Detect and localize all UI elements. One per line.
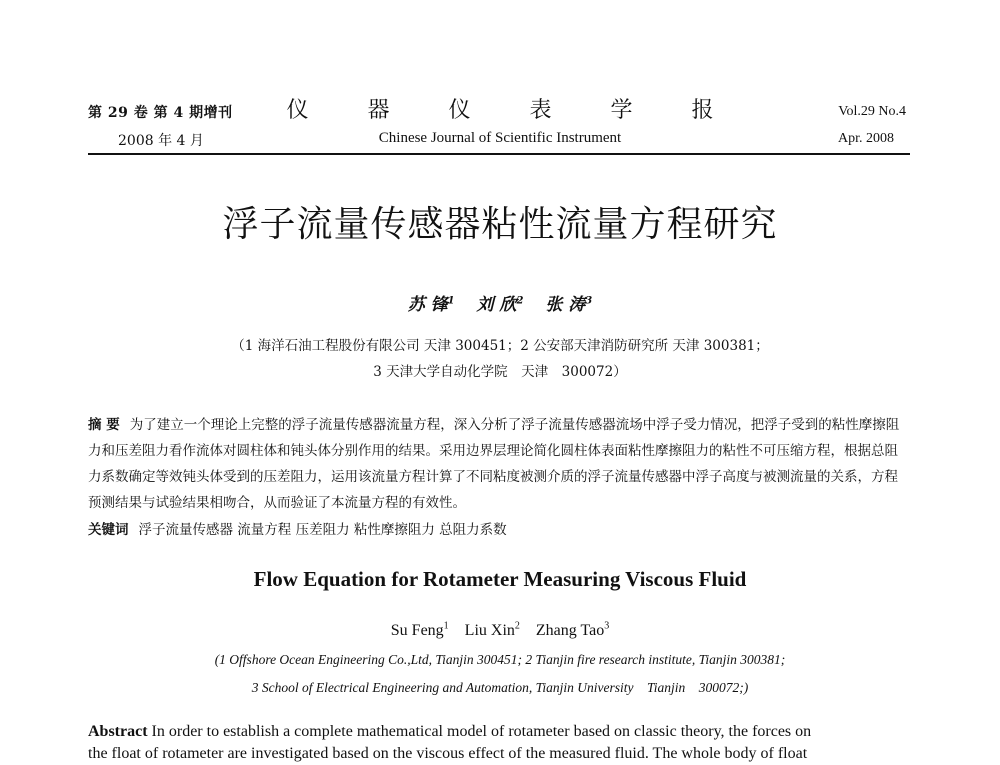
affiliation-en-line-2: 3 School of Electrical Engineering and Automation, Tianjin University Tianjin 300072;) — [251, 680, 749, 695]
issue-date-cn: 2008 年 4 月 — [118, 133, 204, 149]
abstract-cn-label: 摘 要 — [88, 417, 120, 433]
journal-name-cn: 仪 器 仪 表 学 报 — [286, 98, 740, 123]
author-en-3: Zhang Tao$^3$ — [535, 620, 610, 639]
affiliation-cn-line-1: （1 海洋石油工程股份有限公司 天津 300451；2 公安部天津消防研究所 天津 300381； — [231, 338, 769, 354]
author-cn-3: 张 涛$^3$ — [545, 295, 593, 315]
author-cn-2: 刘 欣$^2$ — [476, 295, 524, 315]
header-rule — [88, 153, 910, 155]
authors-en — [0, 622, 1000, 640]
issue-date-en: Apr. 2008 — [838, 131, 894, 146]
abstract-en-line-2: the float of rotameter are investigated based on the viscous effect of the measured fluid. The whole body of float — [88, 745, 808, 762]
author-en-1: Su Feng$^1$ — [390, 620, 449, 639]
keywords-cn-text: 浮子流量传感器 流量方程 压差阻力 粘性摩擦阻力 总阻力系数 — [138, 522, 507, 538]
authors-cn — [0, 290, 1000, 315]
abstract-en-label: Abstract — [88, 723, 148, 740]
issue-info: 第 29 卷 第 4 期增刊 — [88, 105, 233, 121]
paper-title-en: Flow Equation for Rotameter Measuring Viscous Fluid — [253, 567, 747, 591]
affiliation-en-line-1: (1 Offshore Ocean Engineering Co.,Ltd, Tianjin 300451; 2 Tianjin fire research institute, Tianjin 300381; — [214, 652, 786, 667]
abstract-en-line-1: Abstract In order to establish a complete mathematical model of rotameter based on classic theory, the forces on — [88, 723, 812, 740]
author-en-2: Liu Xin$^2$ — [464, 620, 520, 639]
paper-title-cn: 浮子流量传感器粘性流量方程研究 — [222, 204, 778, 245]
affiliation-cn-line-2: 3 天津大学自动化学院 天津 300072） — [373, 364, 627, 380]
keywords-cn — [88, 518, 910, 538]
volume-info: Vol.29 No.4 — [838, 104, 906, 119]
keywords-cn-label: 关键词 — [88, 522, 129, 538]
journal-name-en: Chinese Journal of Scientific Instrument — [378, 130, 622, 146]
abstract-cn — [88, 412, 910, 516]
abstract-en — [88, 721, 910, 765]
abstract-cn-text: 为了建立一个理论上完整的浮子流量传感器流量方程，深入分析了浮子流量传感器流场中浮子受力情况，把浮子受到的粘性摩擦阻力和压差阻力看作流体对圆柱体和钝头体分别作用的结果。采用边界层理论简化圆柱体表面粘性摩擦阻力的粘性不可压缩方程，根据总阻力系数确定等效钝头体受到的压差阻力，运用该流量方程计算了不同粘度被测介质的浮子流量传感器中浮子高度与被测流量的关系，方程预测结果与试验结果相吻合，从而验证了本流量方程的有效性。 — [88, 417, 900, 511]
author-cn-1: 苏 锋$^1$ — [407, 295, 455, 315]
